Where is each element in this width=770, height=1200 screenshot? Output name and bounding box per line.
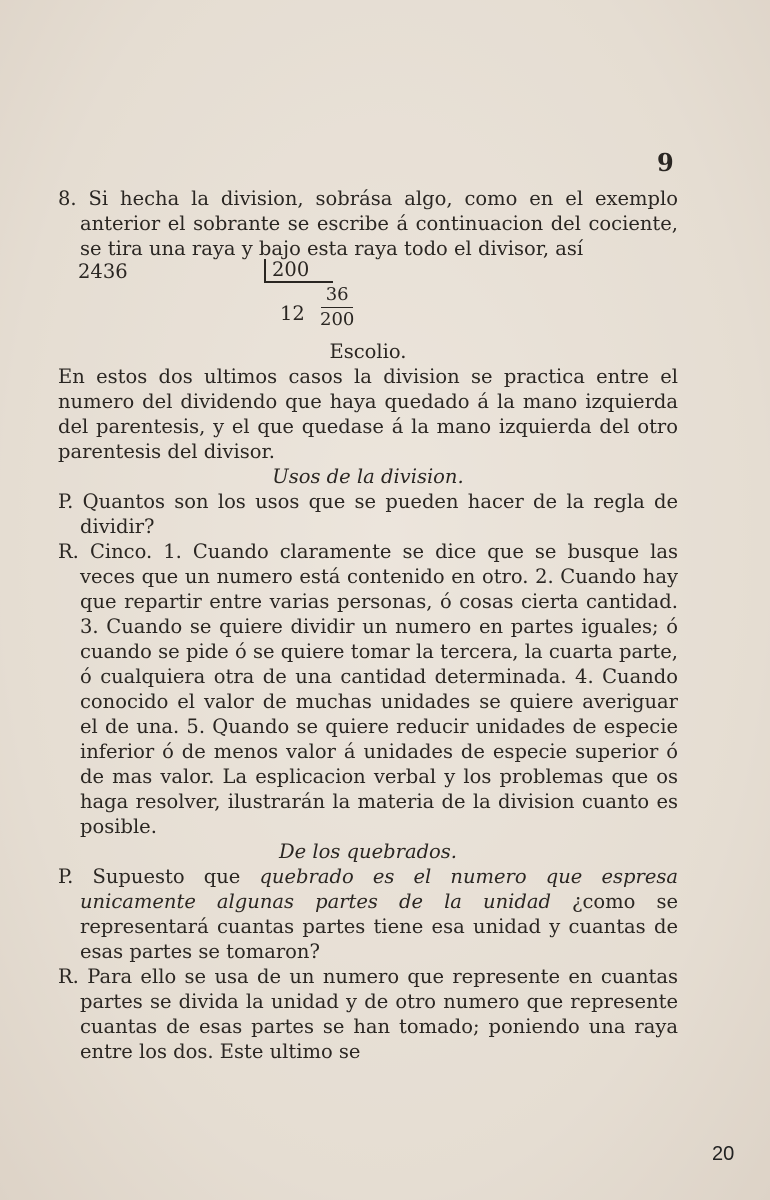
usos-answer — [58, 539, 678, 839]
fraction-denominator: 200 — [320, 309, 355, 330]
page-number: 9 — [657, 148, 674, 177]
usos-question — [58, 489, 678, 539]
division-fraction — [320, 285, 354, 330]
scan-page-number: 20 — [712, 1143, 735, 1165]
division-remainder: 12 — [280, 302, 305, 325]
question-label: P. — [58, 490, 74, 513]
usos-heading: Usos de la division. — [272, 465, 464, 488]
page-body — [58, 186, 678, 1064]
usos-question-text: Quantos son los usos que se pueden hacer de la regla de dividir? — [80, 490, 678, 538]
fraction-bar — [321, 307, 353, 308]
usos-answer-text: Cinco. 1. Cuando claramente se dice que se busque las veces que un numero está contenido en otro. 2. Cuando hay que repartir entre varias personas, ó cosas cierta cantidad. 3. Cuando se quiere dividir un numero en partes iguales; ó cuando se pide ó se quiere tomar la tercera, la cuarta parte, ó cualquiera otra de una cantidad determinada. 4. Cuando conocido el valor de muchas unidades se quiere averiguar el de una. 5. Quando se quiere reducir unidades de especie inferior ó de menos valor á unidades de especie superior ó de mas valor. La esplicacion verbal y los problemas que os haga resolver, ilustrarán la materia de la division cuanto es posible. — [80, 540, 679, 838]
quebrados-answer-text: Para ello se usa de un numero que represente en cuantas partes se divida la unidad y de otro numero que represente cuantas de esas partes se han tomado; poniendo una raya entre los dos. Este ultimo se — [80, 965, 678, 1063]
answer-label: R. — [58, 965, 79, 988]
answer-label: R. — [58, 540, 79, 563]
quebrados-heading: De los quebrados. — [279, 840, 457, 863]
scholium-title: Escolio. — [329, 340, 407, 363]
quebrados-answer — [58, 964, 678, 1064]
quebrados-question-pre: Supuesto que — [92, 865, 260, 888]
section-8-paragraph: 8. Si hecha la division, sobrása algo, como en el exemplo anterior el sobrante se escribe á continuacion del cociente, se tira una raya y bajo esta raya todo el divisor, así — [58, 187, 678, 260]
fraction-numerator: 36 — [325, 284, 349, 305]
division-dividend: 2436 — [78, 260, 128, 283]
question-label: P. — [58, 865, 74, 888]
quebrados-question-italic: quebrado es el numero que espresa unicamente algunas partes de la unidad — [80, 865, 678, 913]
scholium-text: En estos dos ultimos casos la division se practica entre el numero del dividendo que haya quedado á la mano izquierda del parentesis, y el que quedase á la mano izquierda del otro parentesis del divisor. — [58, 365, 678, 463]
division-example — [58, 258, 678, 339]
quebrados-question-post: ¿como se representará cuantas partes tiene esa unidad y cuantas de esas partes se tomaron? — [80, 890, 678, 963]
division-divisor: 200 — [264, 259, 333, 283]
quebrados-question — [58, 864, 678, 964]
